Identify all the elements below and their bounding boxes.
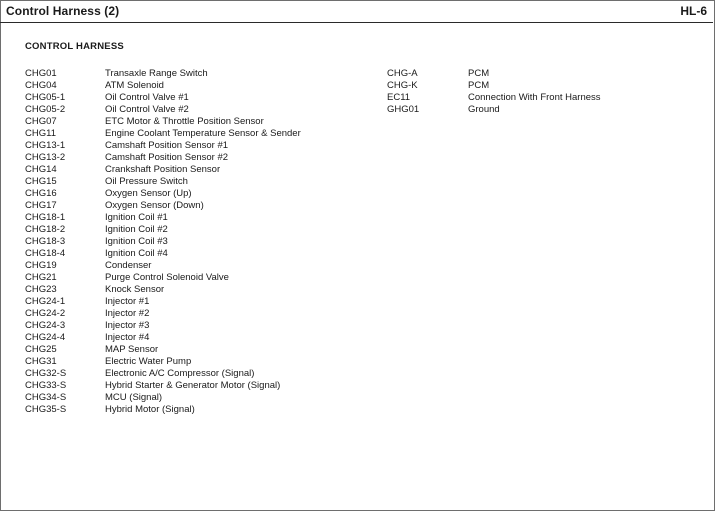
connector-code: GHG01 <box>387 104 420 115</box>
connector-description: MCU (Signal) <box>105 392 163 403</box>
connector-row <box>25 116 355 128</box>
connector-description: Ignition Coil #4 <box>105 248 168 259</box>
connector-row <box>25 320 355 332</box>
connector-row <box>25 248 355 260</box>
connector-code: CHG24-1 <box>25 296 66 307</box>
connector-description: Crankshaft Position Sensor <box>105 164 221 175</box>
connector-code: CHG13-2 <box>25 152 66 163</box>
connector-description: PCM <box>468 68 490 79</box>
connector-code: CHG18-1 <box>25 212 66 223</box>
connector-code: CHG21 <box>25 272 57 283</box>
connector-code: CHG25 <box>25 344 57 355</box>
connector-description: Hybrid Starter & Generator Motor (Signal) <box>105 380 281 391</box>
connector-row <box>25 140 355 152</box>
connector-row <box>25 368 355 380</box>
connector-description: Camshaft Position Sensor #2 <box>105 152 229 163</box>
connector-description: Transaxle Range Switch <box>105 68 208 79</box>
connector-description: Ignition Coil #2 <box>105 224 168 235</box>
page-code: HL-6 <box>680 4 707 18</box>
connector-description: Injector #2 <box>105 308 150 319</box>
connector-description: Purge Control Solenoid Valve <box>105 272 229 283</box>
connector-code: CHG24-2 <box>25 308 66 319</box>
connector-description: Ignition Coil #1 <box>105 212 168 223</box>
connector-description: Oil Control Valve #1 <box>105 92 189 103</box>
connector-code: CHG24-4 <box>25 332 66 343</box>
page-title: Control Harness (2) <box>6 4 120 18</box>
connector-description: Knock Sensor <box>105 284 165 295</box>
connector-description: Ground <box>468 104 500 115</box>
section-title: CONTROL HARNESS <box>25 41 124 52</box>
connector-description: Condenser <box>105 260 152 271</box>
connector-row <box>25 128 355 140</box>
connector-description: Camshaft Position Sensor #1 <box>105 140 229 151</box>
connector-description: Injector #4 <box>105 332 150 343</box>
connector-description: Connection With Front Harness <box>468 92 601 103</box>
connector-description: Oxygen Sensor (Up) <box>105 188 192 199</box>
connector-row <box>387 80 687 92</box>
connector-description: Injector #3 <box>105 320 150 331</box>
connector-description: Oil Control Valve #2 <box>105 104 189 115</box>
connector-description: Hybrid Motor (Signal) <box>105 404 195 415</box>
connector-row <box>25 68 355 80</box>
connector-code: CHG34-S <box>25 392 67 403</box>
connector-row <box>387 68 687 80</box>
connector-description: PCM <box>468 80 490 91</box>
connector-code: CHG01 <box>25 68 57 79</box>
connector-code: CHG18-3 <box>25 236 66 247</box>
connector-row <box>25 308 355 320</box>
connector-code: EC11 <box>387 92 411 103</box>
page-header <box>0 0 713 23</box>
connector-row <box>25 284 355 296</box>
connector-code: CHG11 <box>25 128 56 139</box>
connector-code: CHG18-2 <box>25 224 66 235</box>
connector-code: CHG23 <box>25 284 57 295</box>
connector-row <box>25 260 355 272</box>
connector-row <box>25 380 355 392</box>
connector-row <box>25 272 355 284</box>
connector-row <box>25 200 355 212</box>
connector-description: Ignition Coil #3 <box>105 236 168 247</box>
connector-code: CHG17 <box>25 200 57 211</box>
connector-code: CHG35-S <box>25 404 67 415</box>
connector-code: CHG15 <box>25 176 57 187</box>
connector-row <box>25 392 355 404</box>
connector-row <box>25 296 355 308</box>
connector-row <box>25 224 355 236</box>
connector-row <box>25 332 355 344</box>
connector-description: Electric Water Pump <box>105 356 192 367</box>
connector-description: ETC Motor & Throttle Position Sensor <box>105 116 264 127</box>
connector-row <box>25 80 355 92</box>
connector-description: Electronic A/C Compressor (Signal) <box>105 368 255 379</box>
connector-code: CHG24-3 <box>25 320 66 331</box>
connector-code: CHG14 <box>25 164 57 175</box>
connector-description: ATM Solenoid <box>105 80 164 91</box>
connector-code: CHG13-1 <box>25 140 66 151</box>
connector-description: MAP Sensor <box>105 344 159 355</box>
connector-code: CHG33-S <box>25 380 67 391</box>
connector-description: Oil Pressure Switch <box>105 176 188 187</box>
connector-row <box>25 188 355 200</box>
connector-row <box>25 356 355 368</box>
connector-description: Injector #1 <box>105 296 150 307</box>
connector-list-right <box>387 68 687 116</box>
connector-row <box>25 164 355 176</box>
connector-description: Engine Coolant Temperature Sensor & Sender <box>105 128 301 139</box>
connector-code: CHG-A <box>387 68 418 79</box>
connector-row <box>25 152 355 164</box>
connector-code: CHG16 <box>25 188 57 199</box>
connector-row <box>25 236 355 248</box>
connector-code: CHG19 <box>25 260 57 271</box>
connector-row <box>25 104 355 116</box>
connector-list-left <box>25 68 355 416</box>
connector-row <box>25 404 355 416</box>
connector-row <box>25 92 355 104</box>
connector-row <box>25 176 355 188</box>
connector-code: CHG04 <box>25 80 57 91</box>
connector-description: Oxygen Sensor (Down) <box>105 200 204 211</box>
connector-code: CHG05-1 <box>25 92 66 103</box>
connector-code: CHG-K <box>387 80 418 91</box>
connector-code: CHG05-2 <box>25 104 66 115</box>
connector-row <box>25 212 355 224</box>
connector-code: CHG31 <box>25 356 57 367</box>
connector-row <box>387 92 687 104</box>
connector-code: CHG32-S <box>25 368 67 379</box>
connector-row <box>387 104 687 116</box>
connector-code: CHG07 <box>25 116 57 127</box>
connector-code: CHG18-4 <box>25 248 66 259</box>
connector-row <box>25 344 355 356</box>
